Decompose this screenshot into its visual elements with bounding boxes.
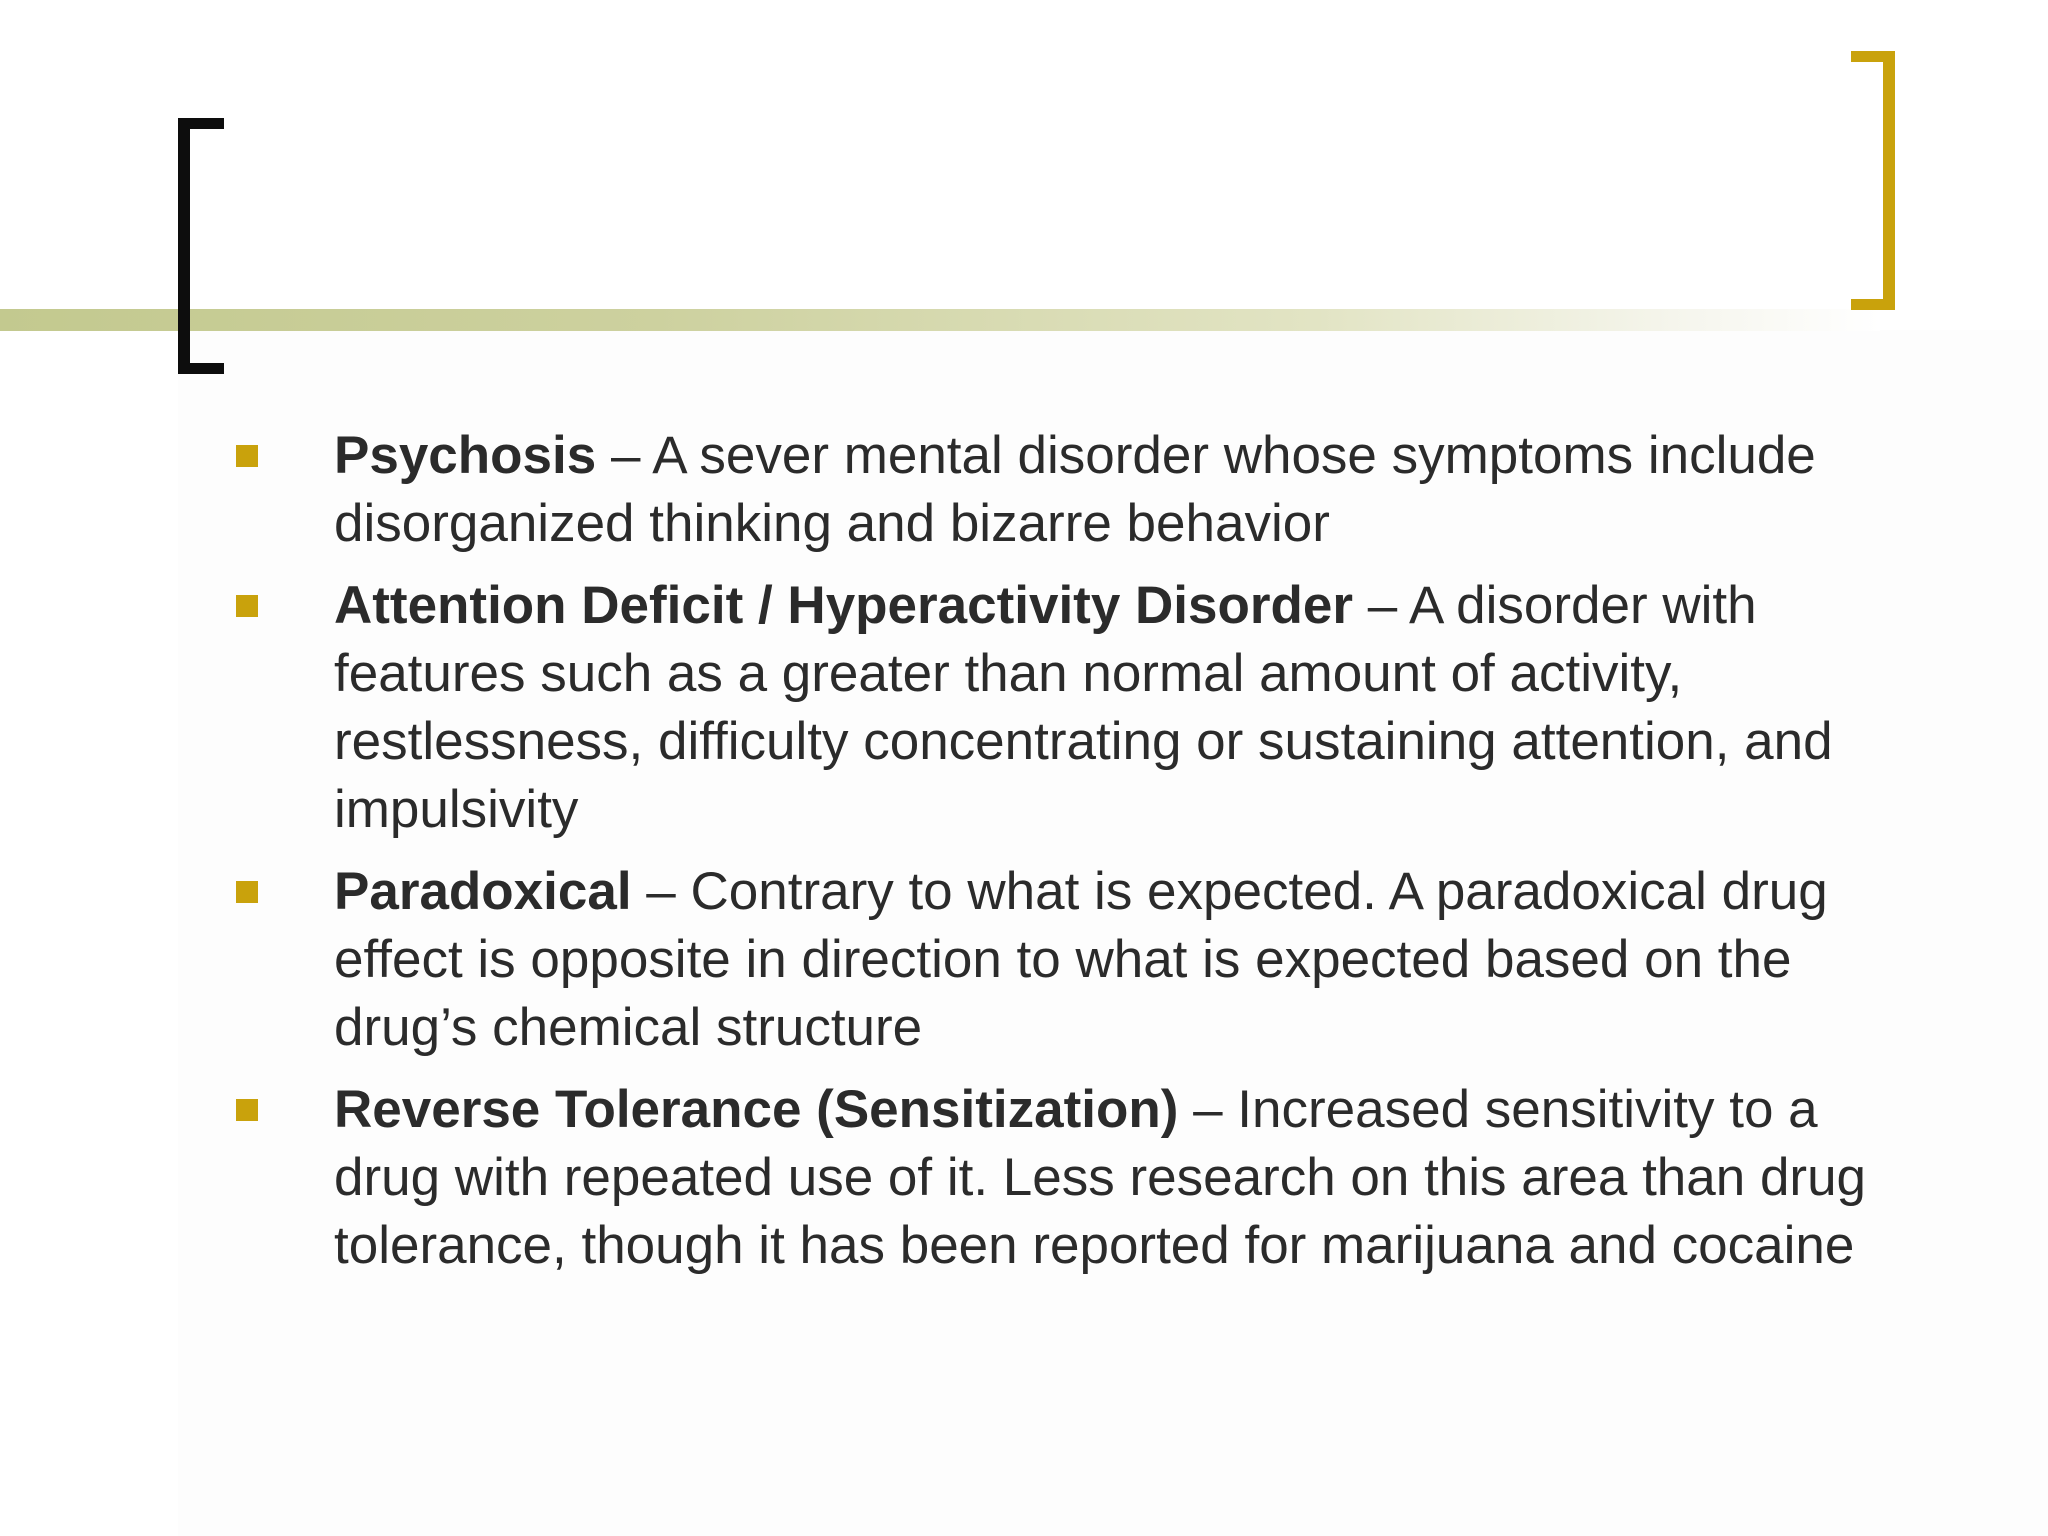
term-label: Paradoxical bbox=[334, 862, 632, 921]
list-item-reverse-tolerance bbox=[236, 1076, 1926, 1280]
definition-text: – A sever mental disorder whose symptoms include disorganized thinking and bizarre behavior bbox=[334, 426, 1816, 553]
definition-list bbox=[236, 422, 1926, 1294]
list-item-psychosis bbox=[236, 422, 1926, 558]
term-label: Reverse Tolerance (Sensitization) bbox=[334, 1080, 1179, 1139]
list-item-paradoxical bbox=[236, 858, 1926, 1062]
square-bullet-icon bbox=[236, 881, 258, 903]
right-bracket-decoration bbox=[1851, 51, 1895, 310]
title-divider-line bbox=[0, 309, 1880, 331]
definition-text: – A disorder with features such as a greater than normal amount of activity, restlessness, difficulty concentrating or sustaining attention, and impulsivity bbox=[334, 576, 1833, 839]
square-bullet-icon bbox=[236, 445, 258, 467]
term-label: Attention Deficit / Hyperactivity Disorder bbox=[334, 576, 1353, 635]
square-bullet-icon bbox=[236, 595, 258, 617]
square-bullet-icon bbox=[236, 1099, 258, 1121]
list-item-adhd bbox=[236, 572, 1926, 844]
left-bracket-decoration bbox=[178, 118, 224, 374]
term-label: Psychosis bbox=[334, 426, 597, 485]
definition-text: – Contrary to what is expected. A paradoxical drug effect is opposite in direction to what is expected based on the drug’s chemical structure bbox=[334, 862, 1828, 1057]
definition-text: – Increased sensitivity to a drug with repeated use of it. Less research on this area than drug tolerance, though it has been reported for marijuana and cocaine bbox=[334, 1080, 1867, 1275]
